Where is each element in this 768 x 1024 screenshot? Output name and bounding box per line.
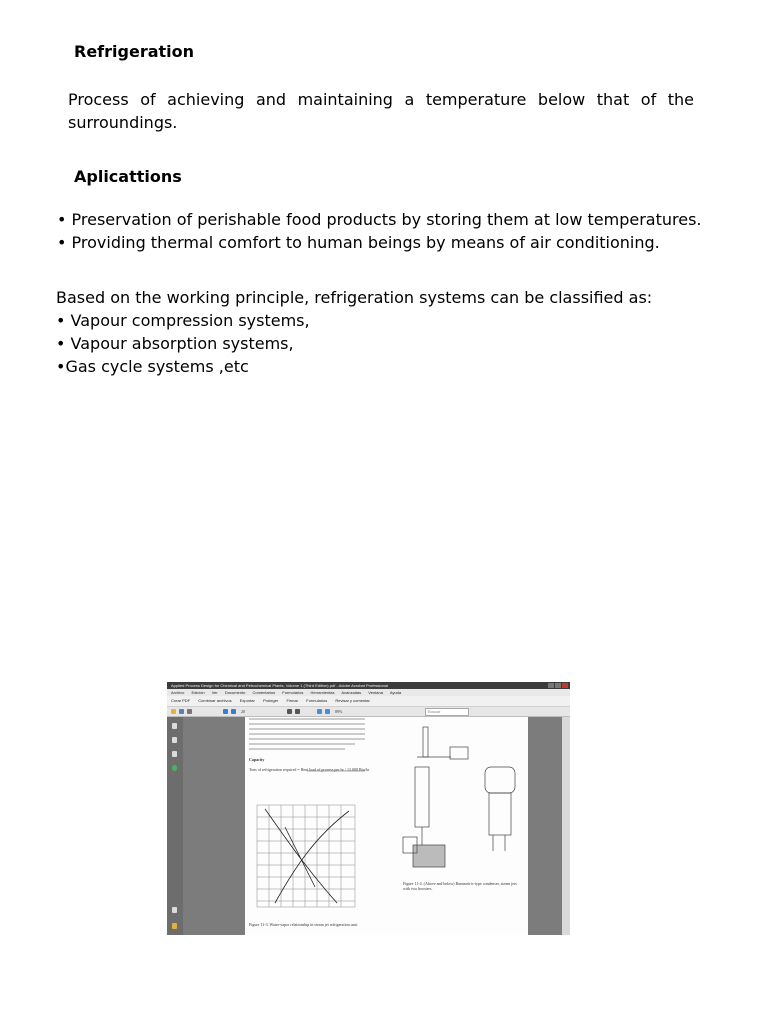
- toolbar-item: Combinar archivos: [198, 698, 232, 703]
- attachments-icon: [172, 907, 177, 913]
- application-item: • Preservation of perishable food products by storing them at low temperatures.: [57, 210, 702, 229]
- menu-item: Edición: [191, 690, 205, 695]
- navigation-toolbar: [167, 707, 570, 717]
- definition-line-1: Process of achieving and maintaining a temperature below that of the: [68, 90, 694, 109]
- menu-bar: [167, 689, 570, 696]
- menu-item: Documento: [224, 690, 246, 695]
- menu-item: Formularios: [282, 690, 304, 695]
- application-item: • Providing thermal comfort to human beings by means of air conditioning.: [57, 233, 660, 252]
- bookmarks-icon: [172, 737, 177, 743]
- comments-icon: [172, 923, 177, 929]
- pages-icon: [172, 723, 177, 729]
- menu-item: Ventana: [368, 690, 383, 695]
- layers-icon: [172, 765, 177, 771]
- toolbar-item: Proteger: [262, 698, 279, 703]
- window-titlebar: [167, 682, 570, 689]
- arrow-up-icon: [223, 709, 228, 714]
- condenser-drawing: [403, 727, 515, 867]
- menu-item: Ayuda: [389, 690, 402, 695]
- scrollbar: [562, 717, 570, 935]
- task-toolbar: [167, 696, 570, 707]
- page-subheading: Capacity: [249, 757, 265, 762]
- figure-caption-left: Figure 11-3. Water-vapor relationship in steam jet refrigeration unit.: [249, 922, 358, 927]
- toolbar-item: Crear PDF: [171, 698, 191, 703]
- page-number: 20: [241, 709, 245, 714]
- menu-item: Avanzadas: [341, 690, 362, 695]
- arrow-down-icon: [231, 709, 236, 714]
- menu-item: Herramientas: [310, 690, 335, 695]
- classification-item: •Gas cycle systems ,etc: [56, 357, 249, 376]
- menu-item: Archivo: [171, 690, 185, 695]
- zoom-level: 89%: [335, 709, 343, 714]
- maximize-icon: [555, 683, 561, 688]
- page-content: [245, 717, 528, 935]
- zoom-out-icon: [317, 709, 322, 714]
- toolbar-item: Exportar: [239, 698, 255, 703]
- menu-item: Ver: [211, 690, 218, 695]
- zoom-in-icon: [325, 709, 330, 714]
- close-icon: [562, 683, 568, 688]
- classification-item: • Vapour absorption systems,: [56, 334, 294, 353]
- heading-refrigeration: Refrigeration: [74, 42, 195, 61]
- classification-item: • Vapour compression systems,: [56, 311, 310, 330]
- minimize-icon: [548, 683, 554, 688]
- toolbar-item: Formularios: [306, 698, 328, 703]
- pdf-page: [245, 717, 528, 935]
- hand-icon: [295, 709, 300, 714]
- toolbar-item: Revisar y comentar: [335, 698, 370, 703]
- definition-line-2: surroundings.: [68, 113, 178, 132]
- figure-caption-right: Figure 11-4. (Above and below) Barometric-type condenser, steam jets with two boosters.: [403, 881, 517, 891]
- embedded-pdf-screenshot: [167, 682, 570, 935]
- search-input: Buscar: [425, 708, 469, 716]
- select-icon: [287, 709, 292, 714]
- signatures-icon: [172, 751, 177, 757]
- window-title: Applied Process Design for Chemical and Petrochemical Plants, Volume 1 (Third Edition).pdf - Adobe Acrobat Professional: [171, 683, 388, 688]
- menu-item: Comentarios: [252, 690, 276, 695]
- document-area: [183, 717, 570, 935]
- open-icon: [171, 709, 176, 714]
- vapor-chart: [257, 805, 355, 907]
- save-icon: [179, 709, 184, 714]
- page-formula: Tons of refrigeration required = Heat load of process per hr / 12,000 Btu/hr: [249, 767, 370, 772]
- text-lines: [249, 719, 365, 749]
- print-icon: [187, 709, 192, 714]
- classification-intro: Based on the working principle, refrigeration systems can be classified as:: [56, 288, 653, 307]
- heading-applications: Aplicattions: [74, 167, 182, 186]
- navigation-sidebar: [167, 717, 183, 935]
- toolbar-item: Firmar: [286, 698, 299, 703]
